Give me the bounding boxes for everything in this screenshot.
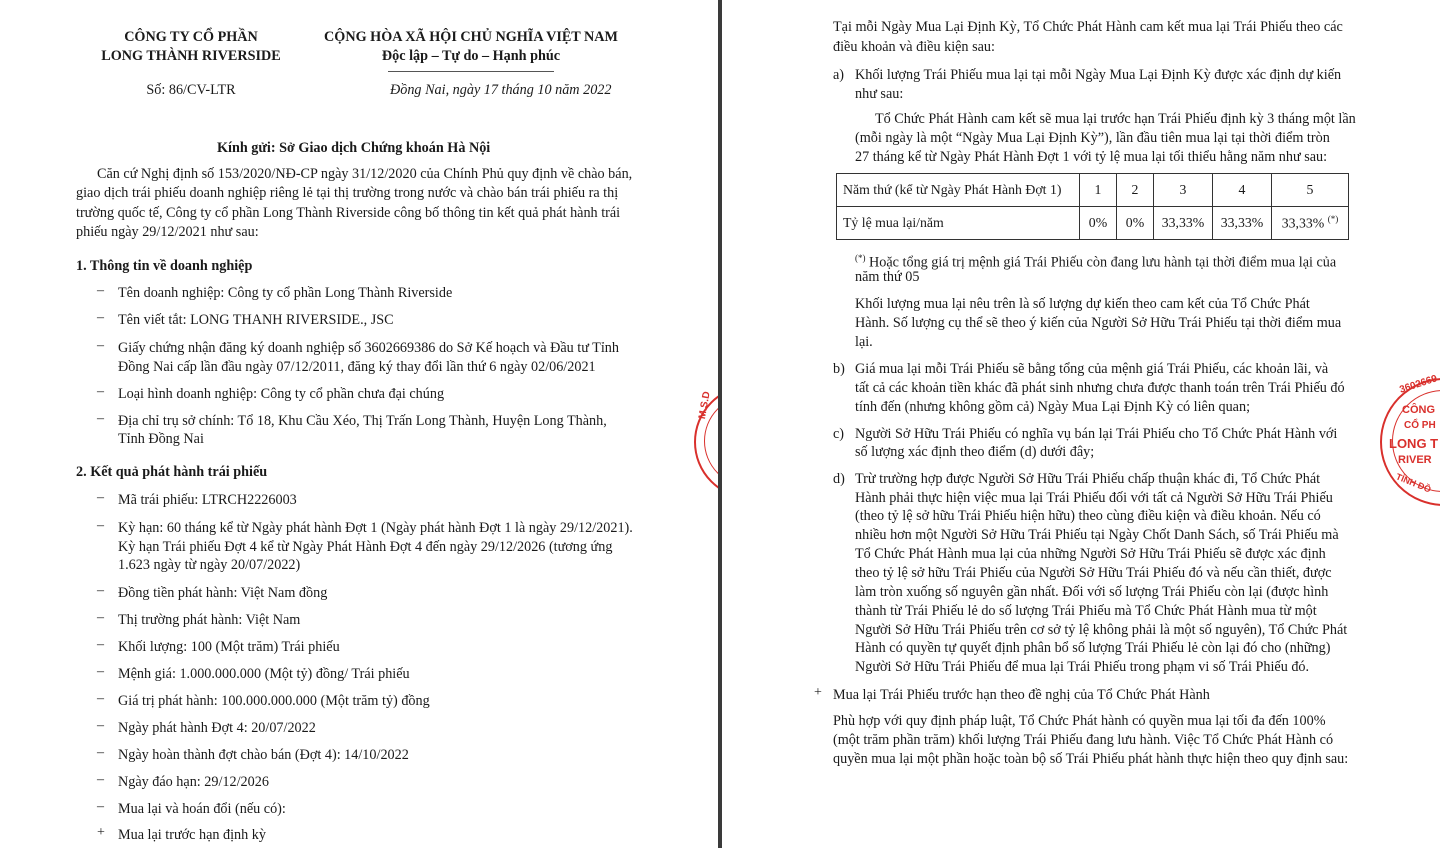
table-note [855,248,1336,273]
list-item: Mua lại và hoán đổi (nếu có): [118,801,286,817]
table-year-cell: 1 [1080,174,1117,207]
final-paragraph: (một trăm phần trăm) khối lượng Trái Phiếu đang lưu hành. Việc Tổ Chức Phát Hành có [833,732,1334,748]
list-item: Giá trị phát hành: 100.000.000.000 (Một trăm tỷ) đồng [118,693,430,709]
item-b-text: tất cả các khoản tiền khác đã phát sinh nhưng chưa được thanh toán trên Trái Phiếu đó [855,380,1345,396]
stamp-left-text: M.S.D [697,390,713,420]
list-item: Giấy chứng nhận đăng ký doanh nghiệp số 3602669386 do Sở Kế hoạch và Đầu tư Tỉnh [118,340,619,356]
item-d-text: Trừ trường hợp được Người Sở Hữu Trái Phiếu chấp thuận khác đi, Tổ Chức Phát [855,471,1321,487]
plus-heading: Mua lại Trái Phiếu trước hạn theo đề nghị của Tổ Chức Phát Hành [833,687,1210,703]
seal-text: CỔ PH [1404,420,1436,431]
item-a-paragraph-2: Khối lượng mua lại nêu trên là số lượng dự kiến theo cam kết của Tổ Chức Phát [855,296,1310,312]
item-d-text: (theo tỷ lệ sở hữu Trái Phiếu hiện hữu) theo cùng điều kiện và điều khoản. Nếu có [855,508,1321,524]
item-d-text: thành từ Trái Phiếu lẻ do số lượng Trái Phiếu mà Tổ Chức Phát Hành mua từ một [855,603,1317,619]
item-b-text: tính đến (nhưng không gồm cả) Ngày Mua Lại Định Kỳ có liên quan; [855,399,1251,415]
table-rate-cell: 0% [1117,207,1154,240]
place-and-date: Đồng Nai, ngày 17 tháng 10 năm 2022 [390,82,612,98]
table-row-label: Tỷ lệ mua lại/năm [837,207,1080,240]
table-year-cell: 2 [1117,174,1154,207]
item-a-paragraph-2: lại. [855,334,873,350]
document-number: Số: 86/CV-LTR [146,82,236,98]
table-rate-cell: 0% [1080,207,1117,240]
dash-bullet: – [97,283,104,298]
final-paragraph: quyền mua lại một phần hoặc toàn bộ số Trái Phiếu phát hành thực hiện theo quy định sau: [833,751,1349,767]
list-item: Kỳ hạn: 60 tháng kể từ Ngày phát hành Đợt 1 (Ngày phát hành Đợt 1 là ngày 29/12/2021). [118,520,633,536]
item-d-text: Tổ Chức Phát Hành mua lại của những Người Sở Hữu Trái Phiếu sẽ được xác định [855,546,1326,562]
list-item: Đồng tiền phát hành: Việt Nam đồng [118,585,328,601]
list-item: Mã trái phiếu: LTRCH2226003 [118,492,297,508]
seal-code-text: 3602669 [1398,373,1439,396]
item-a-text: Khối lượng Trái Phiếu mua lại tại mỗi Ngày Mua Lại Định Kỳ được xác định dự kiến [855,67,1342,83]
table-note-text: Hoặc tổng giá trị mệnh giá Trái Phiếu còn đang lưu hành tại thời điểm mua lại của [869,254,1337,271]
asterisk-mark: (*) [1327,214,1339,225]
list-item-plus: Mua lại trước hạn định kỳ [118,827,266,843]
intro-line: trường quốc tế, Công ty cổ phần Long Thành Riverside công bố thông tin kết quả phát hành trái [76,205,621,221]
list-item: Thị trường phát hành: Việt Nam [118,612,301,628]
item-d-label: d) [833,471,845,487]
note-asterisk: (*) [855,253,866,263]
redemption-rate-table [836,173,1349,240]
item-d-text: nhiều hơn một Người Sở Hữu Trái Phiếu tại Ngày Chốt Danh Sách, số Trái Phiếu mà [855,527,1339,543]
item-a-paragraph: (mỗi ngày là một “Ngày Mua Lại Định Kỳ”), lần đầu tiên mua lại tại thời điểm tròn [855,130,1330,146]
item-d-text: Người Sở Hữu Trái Phiếu trên cơ sở tỷ lệ không phải là một số nguyên), Tổ Chức Phát [855,622,1348,638]
dash-bullet: – [97,490,104,505]
dash-bullet: – [97,799,104,814]
intro-line: phiếu ngày 29/12/2021 như sau: [76,224,259,240]
seal-text: RIVER [1398,454,1432,466]
dash-bullet: – [97,310,104,325]
section-2-title: 2. Kết quả phát hành trái phiếu [76,464,268,480]
table-rate-value: 33,33% [1281,215,1325,231]
document-page-right [722,0,1440,848]
item-a-paragraph-2: Hành. Số lượng cụ thể sẽ theo ý kiến của Người Sở Hữu Trái Phiếu tại thời điểm mua [855,315,1342,331]
dash-bullet: – [97,637,104,652]
item-a-text: như sau: [855,86,904,102]
item-b-text: Giá mua lại mỗi Trái Phiếu sẽ bằng tổng của mệnh giá Trái Phiếu, các khoản lãi, và [855,361,1329,377]
list-item-continued: Tỉnh Đồng Nai [118,431,204,447]
table-year-cell: 4 [1213,174,1272,207]
seal-bottom-text: TỈNH ĐỒ [1394,471,1433,495]
table-year-cell: 5 [1272,174,1349,207]
dash-bullet: – [97,384,104,399]
dash-bullet: – [97,610,104,625]
document-page-left [0,0,718,848]
intro-line: giao dịch trái phiếu doanh nghiệp riêng lẻ tại thị trường trong nước và chào bán trái phiếu ra thị [76,185,619,201]
dash-bullet: – [97,338,104,353]
intro-line: Căn cứ Nghị định số 153/2020/NĐ-CP ngày 31/12/2020 của Chính Phủ quy định về chào bán, [97,166,633,182]
item-b-label: b) [833,361,845,377]
final-paragraph: Phù hợp với quy định pháp luật, Tổ Chức Phát hành có quyền mua lại tối đa đến 100% [833,713,1326,729]
item-a-paragraph: 27 tháng kể từ Ngày Phát Hành Đợt 1 với tỷ lệ mua lại tối thiểu hằng năm như sau: [855,149,1328,165]
item-c-text: số lượng xác định theo điểm (d) dưới đây; [855,444,1095,460]
list-item: Ngày phát hành Đợt 4: 20/07/2022 [118,720,316,736]
nation-title: CỘNG HÒA XÃ HỘI CHỦ NGHĨA VIỆT NAM [324,29,618,45]
list-item: Khối lượng: 100 (Một trăm) Trái phiếu [118,639,340,655]
dash-bullet: – [97,411,104,426]
item-d-text: Hành có quyền tự quyết định phân bổ số lượng Trái Phiếu lẻ còn lại đó cho (những) [855,640,1331,656]
list-item: Loại hình doanh nghiệp: Công ty cổ phần chưa đại chúng [118,386,445,402]
list-item-continued: Đồng Nai cấp lần đầu ngày 07/12/2011, đăng ký thay đổi lần thứ 6 ngày 02/06/2021 [118,359,596,375]
company-name-line2: LONG THÀNH RIVERSIDE [101,48,281,64]
dash-bullet: – [97,772,104,787]
item-d-text: Người Sở Hữu Trái Phiếu để mua lại Trái Phiếu trong phạm vi số Trái Phiếu đó. [855,659,1310,675]
nation-motto: Độc lập – Tự do – Hạnh phúc [381,48,561,64]
table-rate-cell: 33,33% [1213,207,1272,240]
seal-text: LONG T [1389,436,1439,451]
table-head-label: Năm thứ (kể từ Ngày Phát Hành Đợt 1) [837,174,1080,207]
dash-bullet: – [97,583,104,598]
table-note-continued: năm thứ 05 [855,269,920,285]
seal-text: CÔNG [1402,404,1435,416]
list-item: Địa chỉ trụ sở chính: Tổ 18, Khu Cầu Xéo, Thị Trấn Long Thành, Huyện Long Thành, [118,413,607,429]
plus-bullet: + [97,825,105,840]
dash-bullet: – [97,518,104,533]
list-item: Ngày đáo hạn: 29/12/2026 [118,774,269,790]
table-row [837,174,1349,207]
list-item-continued: 1.623 ngày từ ngày 20/07/2022) [118,557,301,573]
item-d-text: Hành phải thực hiện việc mua lại Trái Phiếu đối với tất cả Người Sở Hữu Trái Phiếu [855,490,1333,506]
table-year-cell: 3 [1154,174,1213,207]
list-item: Mệnh giá: 1.000.000.000 (Một tỷ) đồng/ Trái phiếu [118,666,410,682]
item-c-label: c) [833,426,845,442]
table-rate-cell: 33,33% [1154,207,1213,240]
item-c-text: Người Sở Hữu Trái Phiếu có nghĩa vụ bán lại Trái Phiếu cho Tổ Chức Phát Hành với [855,426,1338,442]
item-d-text: theo tỷ lệ sở hữu Trái Phiếu của Người Sở Hữu Trái Phiếu đó và nếu cần thiết, được [855,565,1332,581]
dash-bullet: – [97,664,104,679]
dash-bullet: – [97,691,104,706]
table-rate-cell-last [1272,207,1349,240]
dash-bullet: – [97,745,104,760]
item-a-paragraph: Tổ Chức Phát Hành cam kết sẽ mua lại trước hạn Trái Phiếu định kỳ 3 tháng một lần [875,111,1356,127]
list-item: Tên doanh nghiệp: Công ty cổ phần Long Thành Riverside [118,285,453,301]
list-item: Ngày hoàn thành đợt chào bán (Đợt 4): 14/10/2022 [118,747,409,763]
recipient-line: Kính gửi: Sở Giao dịch Chứng khoán Hà Nội [217,140,491,156]
company-name-line1: CÔNG TY CỔ PHẦN [124,29,258,45]
section-1-title: 1. Thông tin về doanh nghiệp [76,258,253,274]
list-item-continued: Kỳ hạn Trái phiếu Đợt 4 kể từ Ngày Phát Hành Đợt 4 đến ngày 29/12/2026 (tương ứng [118,539,613,555]
right-intro-line: điều khoản và điều kiện sau: [833,39,995,55]
dash-bullet: – [97,718,104,733]
item-d-text: làm tròn xuống số nguyên gần nhất. Đối với số lượng Trái Phiếu còn lại (được hình [855,584,1329,600]
plus-bullet: + [814,685,822,700]
item-a-label: a) [833,67,845,83]
table-row [837,207,1349,240]
motto-underline [388,71,554,72]
list-item: Tên viết tắt: LONG THANH RIVERSIDE., JSC [118,312,394,328]
right-intro-line: Tại mỗi Ngày Mua Lại Định Kỳ, Tổ Chức Phát Hành cam kết mua lại Trái Phiếu theo các [833,19,1343,35]
